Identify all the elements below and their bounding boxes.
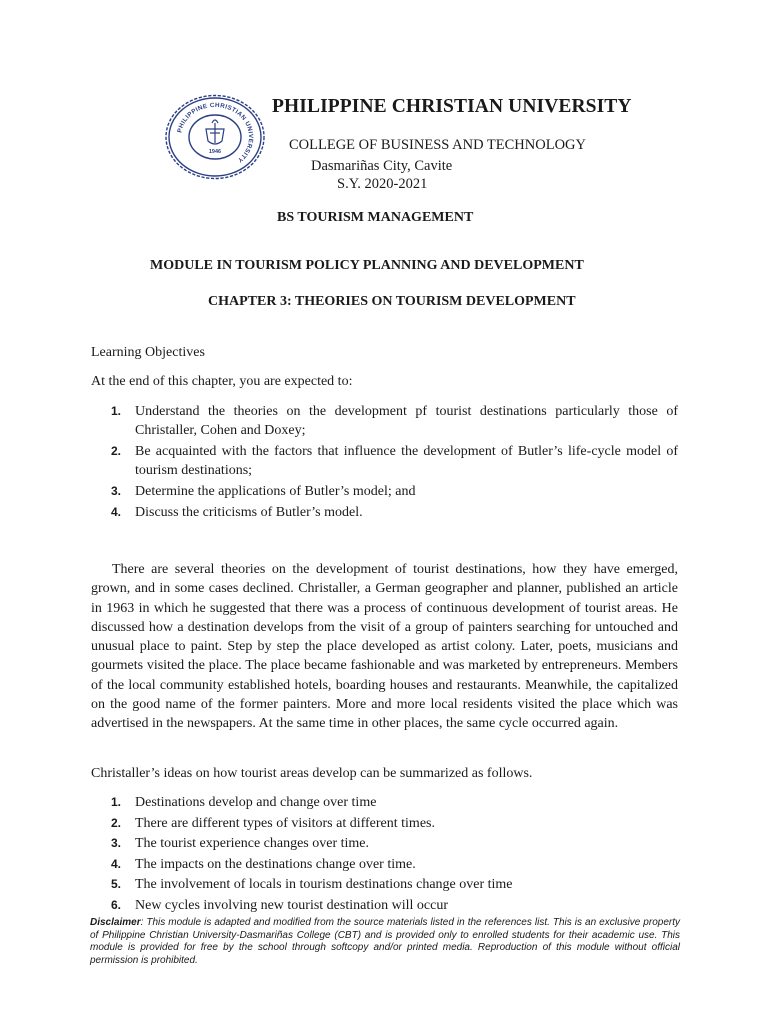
list-item-text: Determine the applications of Butler’s model; and	[135, 484, 416, 499]
list-item	[91, 402, 678, 440]
list-item	[91, 814, 678, 833]
list-item	[91, 503, 678, 522]
list-item-text: Discuss the criticisms of Butler’s model.	[135, 505, 363, 520]
list-number: 1.	[111, 795, 122, 809]
university-seal-logo	[163, 93, 267, 181]
city-line: Dasmariñas City, Cavite	[311, 158, 453, 174]
list-item-text: Be acquainted with the factors that influence the development of Butler’s life-cycle model of tourism destinations;	[135, 444, 678, 478]
list-number: 3.	[111, 484, 122, 498]
list-number: 6.	[111, 897, 122, 912]
svg-text:1946: 1946	[208, 149, 222, 155]
chapter-title: CHAPTER 3: THEORIES ON TOURISM DEVELOPMENT	[208, 294, 576, 309]
list-item	[91, 834, 678, 853]
disclaimer-label: Disclaimer	[90, 917, 141, 928]
module-title: MODULE IN TOURISM POLICY PLANNING AND DEVELOPMENT	[150, 258, 584, 273]
learning-objectives-list	[91, 402, 678, 524]
list-number: 2.	[111, 444, 122, 458]
learning-objectives-intro: At the end of this chapter, you are expected to:	[91, 374, 353, 389]
list-number: 4.	[111, 856, 122, 871]
list-number: 4.	[111, 505, 122, 519]
list-item-text: New cycles involving new tourist destination will occur	[135, 897, 448, 913]
list-item	[91, 896, 678, 915]
program-title: BS TOURISM MANAGEMENT	[277, 210, 474, 225]
list-item-text: The involvement of locals in tourism destinations change over time	[135, 877, 513, 893]
disclaimer-text: : This module is adapted and modified from the source materials listed in the references list. This is an exclusive property of Philippine Christian University-Dasmariñas College (CBT) and is provided only to enrolled students for their academic use. This module is provided for free by the school through softcopy and/or printed media. Reproduction of this module without official permission is prohibited.	[90, 917, 680, 966]
college-name: COLLEGE OF BUSINESS AND TECHNOLOGY	[289, 137, 586, 153]
list-item-text: Understand the theories on the development pf tourist destinations particularly those of Christaller, Cohen and Doxey;	[135, 404, 678, 438]
school-year: S.Y. 2020-2021	[337, 176, 428, 192]
list-item-text: There are different types of visitors at different times.	[135, 815, 435, 831]
disclaimer-footer	[90, 917, 680, 967]
christaller-ideas-list	[91, 793, 678, 917]
list-number: 5.	[111, 877, 122, 892]
list-item-text: The tourist experience changes over time.	[135, 836, 370, 852]
university-name: PHILIPPINE CHRISTIAN UNIVERSITY	[272, 96, 632, 117]
list-number: 3.	[111, 836, 122, 851]
list-item	[91, 855, 678, 874]
list-item-text: The impacts on the destinations change over time.	[135, 856, 416, 872]
svg-text:PHILIPPINE CHRISTIAN UNIVERSIT: PHILIPPINE CHRISTIAN UNIVERSITY	[176, 101, 255, 164]
list-item-text: Destinations develop and change over time	[135, 795, 377, 810]
list-number: 2.	[111, 815, 122, 830]
list-item	[91, 482, 678, 501]
learning-objectives-heading: Learning Objectives	[91, 345, 205, 360]
body-paragraph: There are several theories on the development of tourist destinations, how they have emerged, grown, and in some cases declined. Christaller, a German geographer and planner, published an article in 1963 in which he suggested that there was a process of continuous development of tourist areas. He discussed how a destination develops from the visit of a group of painters searching for untouched and unusual place to paint. Step by step the place developed as artist colony. Later, poets, musicians and gourmets visited the place. The place became fashionable and was marketed by entrepreneurs. Members of the local community established hotels, boarding houses and restaurants. Meanwhile, the capitalized on the good name of the former painters. More and more local residents visited the place which was advertised in the newspapers. At the same time in other places, the same cycle occurred again.	[91, 562, 678, 732]
list-item	[91, 442, 678, 480]
list-item	[91, 793, 678, 812]
list-item	[91, 875, 678, 894]
list-number: 1.	[111, 404, 122, 418]
summary-intro: Christaller’s ideas on how tourist areas develop can be summarized as follows.	[91, 766, 533, 781]
